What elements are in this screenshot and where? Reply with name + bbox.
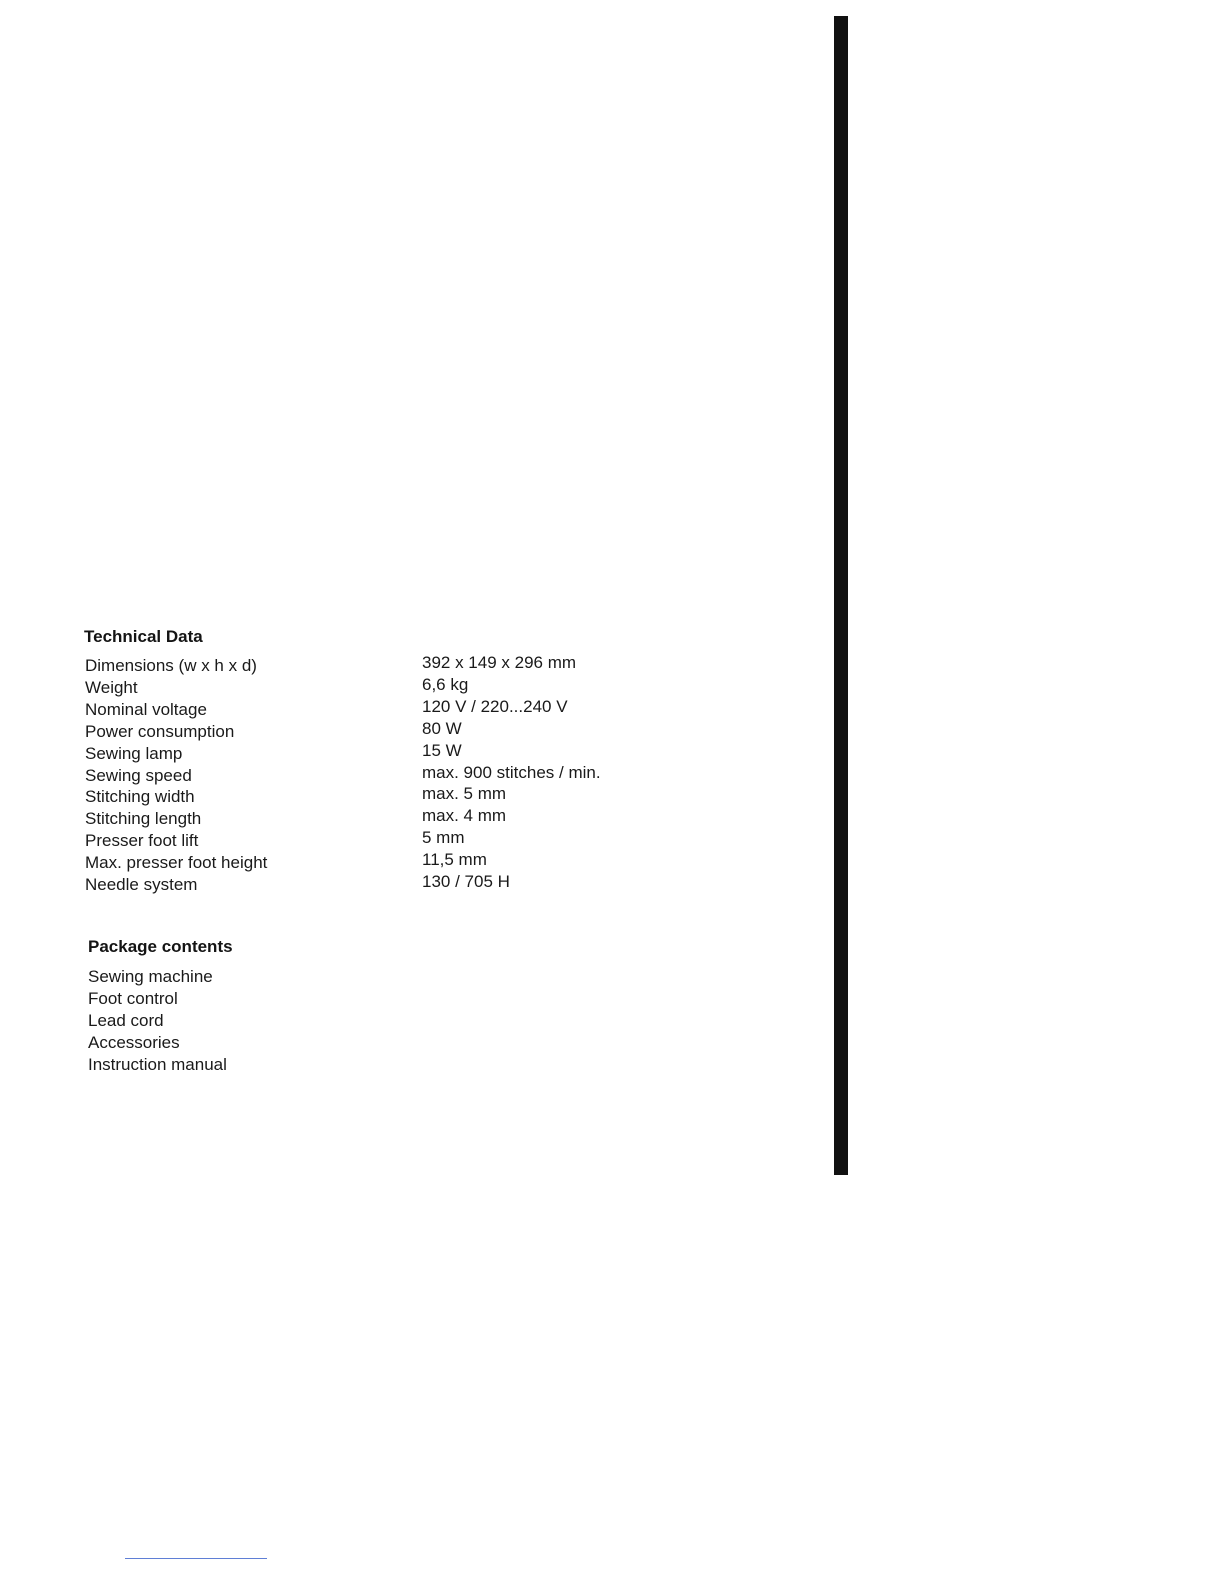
list-item: Accessories [88,1032,180,1052]
spec-value: max. 4 mm [422,806,507,826]
spec-label: Presser foot lift [85,831,199,851]
list-item: Sewing machine [88,967,213,986]
package-contents-list [88,966,227,1075]
spec-label: Stitching length [85,809,202,829]
spec-label: Stitching width [85,787,195,807]
spec-value: max. 900 stitches / min. [422,762,601,782]
technical-data-heading: Technical Data [84,627,203,646]
spec-label: Sewing speed [85,765,192,785]
spec-value: 392 x 149 x 296 mm [422,653,577,672]
list-item: Lead cord [88,1010,164,1030]
spec-label: Dimensions (w x h x d) [85,656,257,675]
table-row [85,874,645,896]
technical-data-table [85,655,645,896]
spec-value: 130 / 705 H [422,872,510,892]
spec-value: 120 V / 220...240 V [422,696,568,716]
spec-label: Needle system [85,875,198,895]
spec-value: 6,6 kg [422,674,469,694]
spec-label: Sewing lamp [85,743,183,763]
spec-value: 15 W [422,740,462,760]
spec-label: Power consumption [85,721,235,741]
spec-value: max. 5 mm [422,784,507,804]
spec-value: 11,5 mm [422,850,487,870]
spec-value: 5 mm [422,828,465,848]
spec-label: Weight [85,677,138,697]
bottom-rule-line [125,1558,267,1559]
spec-label: Nominal voltage [85,699,207,719]
vertical-margin-bar [834,16,848,1175]
spec-value: 80 W [422,718,462,738]
spec-label: Max. presser foot height [85,853,268,873]
package-contents-heading: Package contents [88,937,233,956]
list-item: Foot control [88,988,178,1008]
list-item: Instruction manual [88,1054,227,1074]
